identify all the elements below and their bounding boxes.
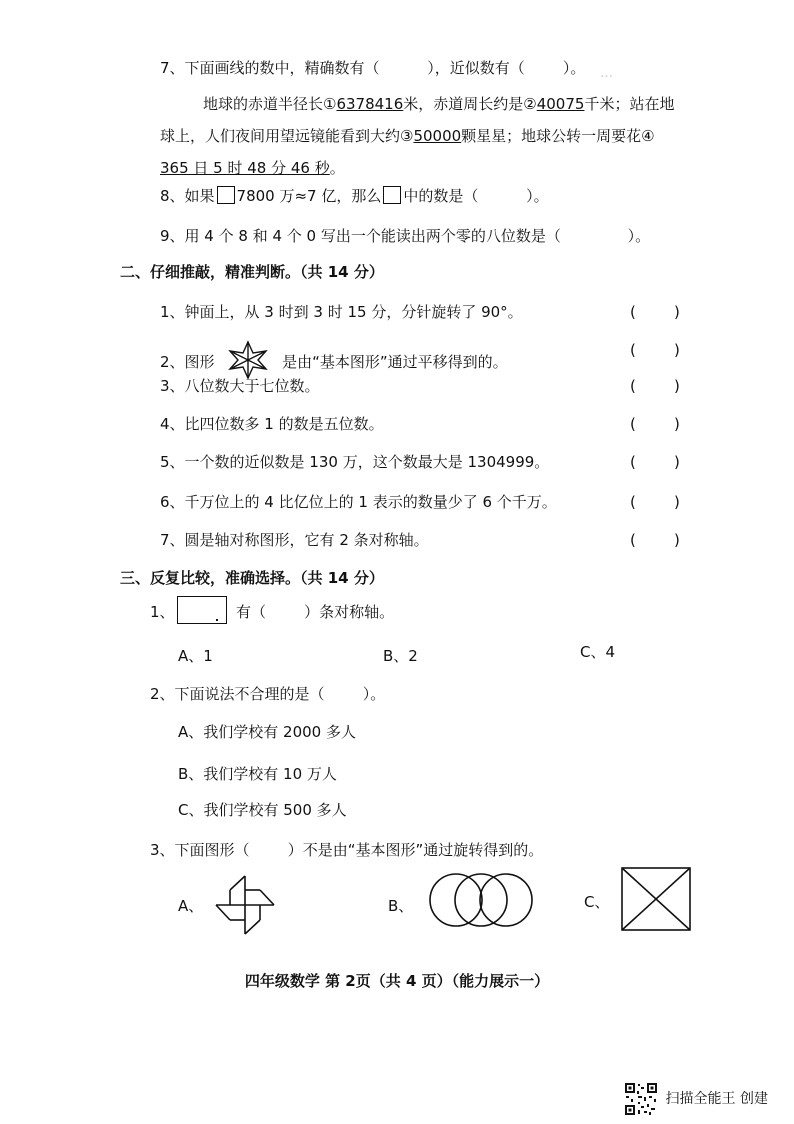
judge-item-6: 6、千万位上的 4 比亿位上的 1 表示的数量少了 6 个千万。 xyxy=(160,493,557,511)
choice-q3-option-b[interactable]: B、 xyxy=(388,897,414,915)
choice-q3-text: 3、下面图形（ ）不是由“基本图形”通过旋转得到的。 xyxy=(150,841,544,859)
blank-box[interactable] xyxy=(383,186,401,204)
qr-code-icon xyxy=(624,1082,658,1116)
section3-title: 三、反复比较，准确选择。（共 14 分） xyxy=(120,569,384,587)
choice-q1-option-a[interactable]: A、1 xyxy=(178,647,213,665)
rectangle-figure xyxy=(177,596,227,624)
judge-answer-2[interactable]: ( ) xyxy=(630,341,680,359)
choice-q2-option-b[interactable]: B、我们学校有 10 万人 xyxy=(178,765,337,783)
judge-answer-4[interactable]: ( ) xyxy=(630,415,680,433)
choice-q1-option-b[interactable]: B、2 xyxy=(383,647,418,665)
judge-answer-3[interactable]: ( ) xyxy=(630,377,680,395)
choice-q2-option-a[interactable]: A、我们学校有 2000 多人 xyxy=(178,723,356,741)
judge-answer-6[interactable]: ( ) xyxy=(630,493,680,511)
judge-item-1: 1、钟面上，从 3 时到 3 时 15 分，分针旋转了 90°。 xyxy=(160,303,523,321)
judge-answer-7[interactable]: ( ) xyxy=(630,531,680,549)
choice-q2-option-c[interactable]: C、我们学校有 500 多人 xyxy=(178,801,347,819)
q7-body-line3: 365 日 5 时 48 分 46 秒。 xyxy=(160,159,345,177)
judge-item-4: 4、比四位数多 1 的数是五位数。 xyxy=(160,415,384,433)
choice-q1-option-c[interactable]: C、4 xyxy=(580,643,616,661)
q7-body-line2: 球上，人们夜间用望远镜能看到大约③50000颗星星；地球公转一周要花④ xyxy=(160,127,655,145)
bleed-through: … xyxy=(600,66,613,81)
judge-item-2: 2、图形 是由“基本图形”通过平移得到的。 xyxy=(160,340,508,380)
choice-q1-num: 1、 xyxy=(150,603,175,621)
page-footer: 四年级数学 第 2页（共 4 页）（能力展示一） xyxy=(244,972,550,990)
q8-line: 8、如果 7800 万≈7 亿，那么 中的数是（ ）。 xyxy=(160,187,549,205)
judge-item-7: 7、圆是轴对称图形，它有 2 条对称轴。 xyxy=(160,531,429,549)
judge-answer-1[interactable]: ( ) xyxy=(630,303,680,321)
square-x-figure xyxy=(620,866,692,932)
choice-q3-option-a[interactable]: A、 xyxy=(178,897,204,915)
q7-body-line1: 地球的赤道半径长①6378416米，赤道周长约是②40075千米；站在地 xyxy=(203,95,675,113)
choice-q1-text: 有（ ）条对称轴。 xyxy=(236,603,395,621)
judge-item-5: 5、一个数的近似数是 130 万，这个数最大是 1304999。 xyxy=(160,453,550,471)
judge-item-3: 3、八位数大于七位数。 xyxy=(160,377,320,395)
three-circles-figure xyxy=(426,872,536,928)
star-hexagon-figure xyxy=(225,340,271,380)
choice-q2-text: 2、下面说法不合理的是（ ）。 xyxy=(150,685,386,703)
watermark-text: 扫描全能王 创建 xyxy=(665,1091,768,1107)
q9-line: 9、用 4 个 8 和 4 个 0 写出一个能读出两个零的八位数是（ ）。 xyxy=(160,227,651,245)
section2-title: 二、仔细推敲，精准判断。（共 14 分） xyxy=(120,263,384,281)
choice-q3-option-c[interactable]: C、 xyxy=(584,893,610,911)
q7-line: 7、下面画线的数中，精确数有（ ），近似数有（ ）。 xyxy=(160,59,586,77)
pinwheel-figure xyxy=(212,872,278,938)
judge-answer-5[interactable]: ( ) xyxy=(630,453,680,471)
scanner-watermark xyxy=(624,1082,768,1116)
blank-box[interactable] xyxy=(217,186,235,204)
